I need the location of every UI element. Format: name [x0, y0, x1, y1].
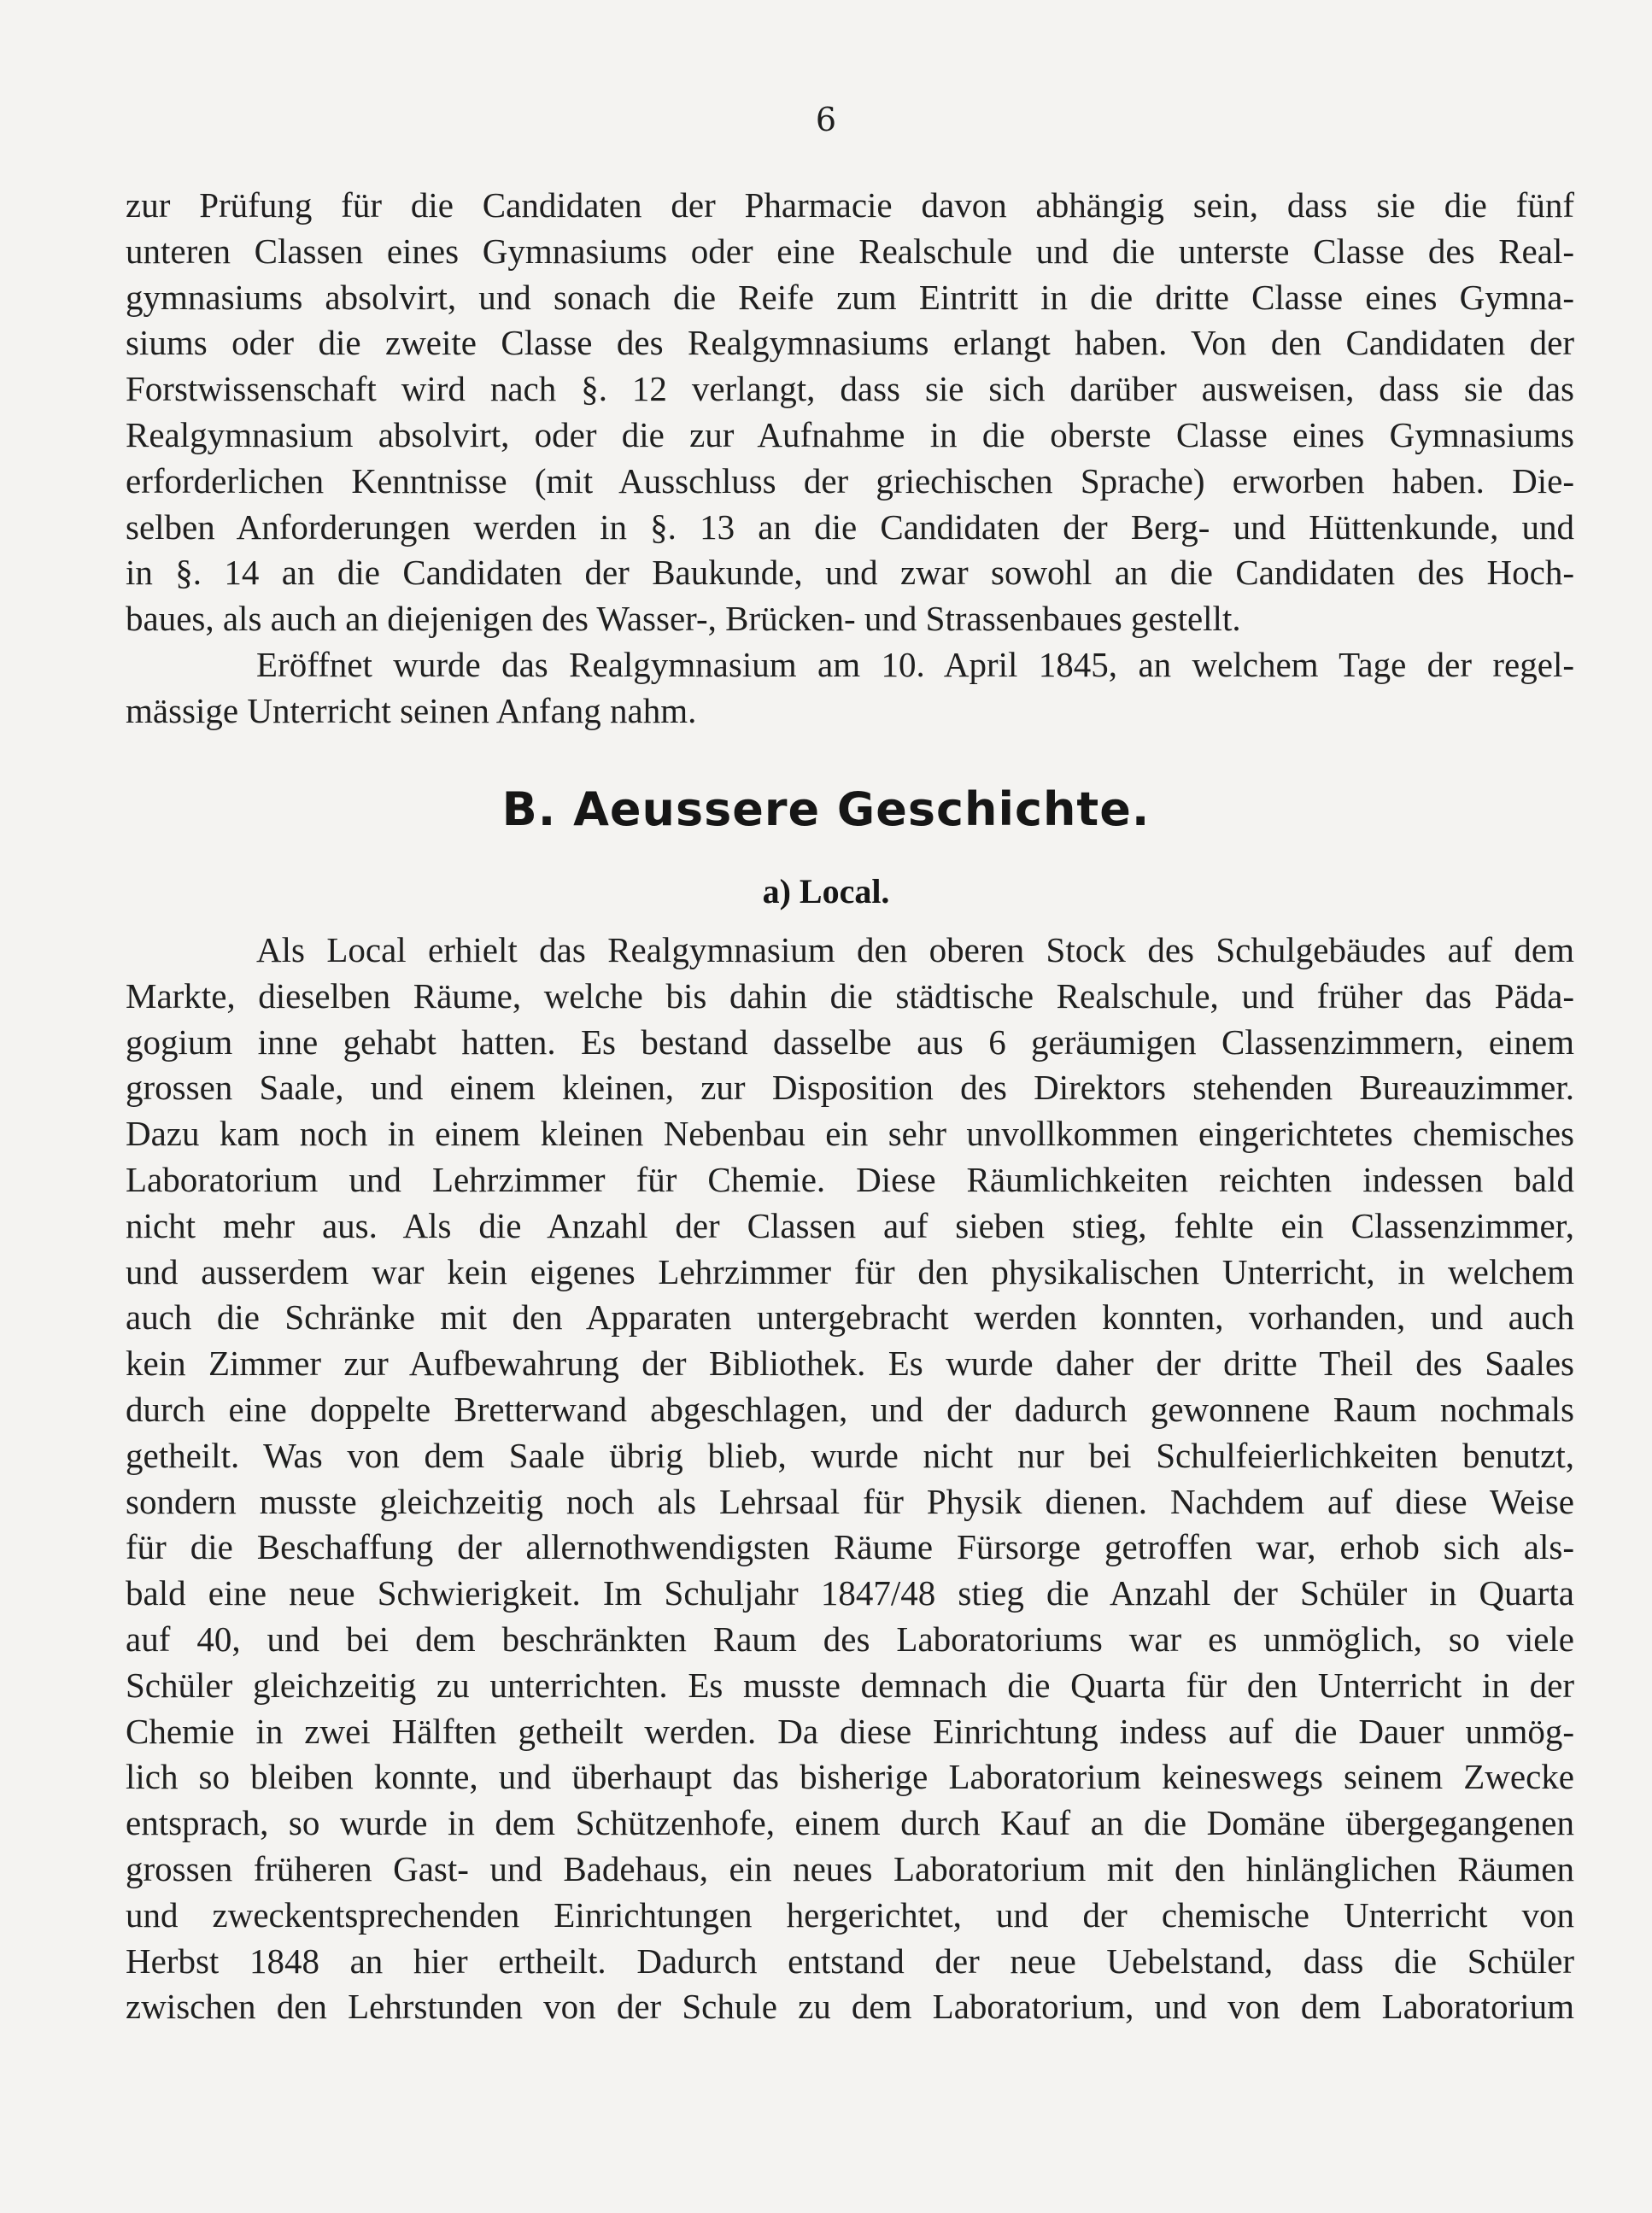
text-line: Schüler gleichzeitig zu unterrichten. Es musste demnach die Quarta für den Unterricht in der: [126, 1665, 1574, 1705]
paragraph-pharmacie-requirements: [126, 183, 1574, 642]
text-line: auch die Schränke mit den Apparaten untergebracht werden konnten, vorhanden, und auch: [126, 1297, 1574, 1338]
text-line: sondern musste gleichzeitig noch als Lehrsaal für Physik dienen. Nachdem auf diese Weise: [126, 1481, 1574, 1521]
text-line: siums oder die zweite Classe des Realgymnasiums erlangt haben. Von den Candidaten der: [126, 323, 1574, 363]
subsection-heading: a) Local.: [762, 872, 890, 910]
text-block-intro: [126, 183, 1574, 735]
text-line: gymnasiums absolvirt, und sonach die Reife zum Eintritt in die dritte Classe eines Gymna-: [126, 277, 1574, 317]
text-line: Als Local erhielt das Realgymnasium den oberen Stock des Schulgebäudes auf dem: [256, 930, 1574, 969]
text-line: Realgymnasium absolvirt, oder die zur Aufnahme in die oberste Classe eines Gymnasiums: [126, 414, 1574, 454]
section-heading: B. Aeussere Geschichte.: [501, 782, 1151, 836]
text-line: unteren Classen eines Gymnasiums oder eine Realschule und die unterste Classe des Real-: [126, 231, 1574, 271]
text-line: nicht mehr aus. Als die Anzahl der Classen auf sieben stieg, fehlte ein Classenzimmer,: [126, 1205, 1574, 1245]
paragraph-opening: [126, 642, 1574, 735]
text-line: baues, als auch an diejenigen des Wasser-, Brücken- und Strassenbaues gestellt.: [126, 599, 1241, 639]
text-line: zur Prüfung für die Candidaten der Pharmacie davon abhängig sein, dass sie die fünf: [126, 185, 1574, 225]
text-line: Markte, dieselben Räume, welche bis dahin die städtische Realschule, und früher das Päda-: [126, 975, 1574, 1016]
text-line: erforderlichen Kenntnisse (mit Ausschluss der griechischen Sprache) erworben haben. Die-: [126, 460, 1574, 501]
text-line: für die Beschaffung der allernothwendigsten Räume Fürsorge getroffen war, erhob sich als-: [126, 1527, 1574, 1567]
text-line: kein Zimmer zur Aufbewahrung der Bibliothek. Es wurde daher der dritte Theil des Saales: [126, 1344, 1574, 1384]
text-line: Chemie in zwei Hälften getheilt werden. Da diese Einrichtung indess auf die Dauer unmög-: [126, 1711, 1574, 1751]
text-line: Forstwissenschaft wird nach §. 12 verlangt, dass sie sich darüber ausweisen, dass sie das: [126, 369, 1574, 409]
text-block-local: [126, 928, 1574, 2030]
text-line: mässige Unterricht seinen Anfang nahm.: [126, 690, 697, 730]
text-line: selben Anforderungen werden in §. 13 an die Candidaten der Berg- und Hüttenkunde, und: [126, 506, 1574, 547]
text-line: zwischen den Lehrstunden von der Schule zu dem Laboratorium, und von dem Laboratorium: [126, 1987, 1574, 2027]
text-line: gogium inne gehabt hatten. Es bestand dasselbe aus 6 geräumigen Classenzimmern, einem: [126, 1022, 1574, 1062]
text-line: Herbst 1848 an hier ertheilt. Dadurch entstand der neue Uebelstand, dass die Schüler: [126, 1941, 1574, 1981]
text-line: grossen Saale, und einem kleinen, zur Disposition des Direktors stehenden Bureauzimmer.: [126, 1068, 1574, 1108]
page-number: 6: [815, 101, 837, 138]
text-line: getheilt. Was von dem Saale übrig blieb, wurde nicht nur bei Schulfeierlichkeiten benutzt,: [126, 1435, 1574, 1475]
text-line: durch eine doppelte Bretterwand abgeschlagen, und der dadurch gewonnene Raum nochmals: [126, 1389, 1574, 1429]
text-line: und ausserdem war kein eigenes Lehrzimmer für den physikalischen Unterricht, in welchem: [126, 1251, 1574, 1291]
text-line: grossen früheren Gast- und Badehaus, ein neues Laboratorium mit den hinlänglichen Räumen: [126, 1848, 1574, 1888]
text-line: bald eine neue Schwierigkeit. Im Schuljahr 1847/48 stieg die Anzahl der Schüler in Quarta: [126, 1573, 1574, 1613]
text-line: in §. 14 an die Candidaten der Baukunde, und zwar sowohl an die Candidaten des Hoch-: [126, 553, 1574, 593]
text-line: entsprach, so wurde in dem Schützenhofe, einem durch Kauf an die Domäne übergegangenen: [126, 1803, 1574, 1843]
paragraph-local-history: [126, 928, 1574, 2030]
text-line: und zweckentsprechenden Einrichtungen hergerichtet, und der chemische Unterricht von: [126, 1894, 1574, 1935]
text-line: Laboratorium und Lehrzimmer für Chemie. Diese Räumlichkeiten reichten indessen bald: [126, 1159, 1574, 1199]
text-line: Eröffnet wurde das Realgymnasium am 10. April 1845, an welchem Tage der regel-: [256, 644, 1574, 684]
text-line: Dazu kam noch in einem kleinen Nebenbau ein sehr unvollkommen eingerichtetes chemisches: [126, 1114, 1574, 1154]
text-line: auf 40, und bei dem beschränkten Raum des Laboratoriums war es unmöglich, so viele: [126, 1619, 1574, 1659]
text-line: lich so bleiben konnte, und überhaupt das bisherige Laboratorium keineswegs seinem Zwecke: [126, 1757, 1574, 1797]
